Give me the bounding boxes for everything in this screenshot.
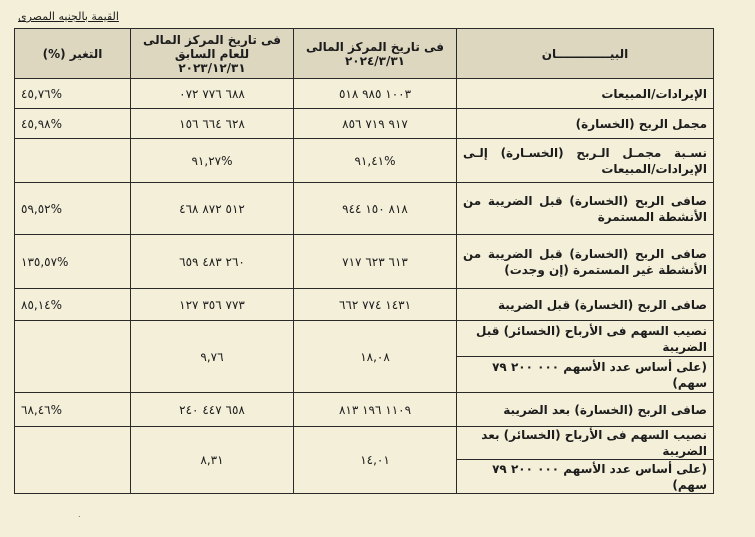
- row-change-value: %٨٥,١٤: [15, 289, 131, 321]
- row-current-value: ١٠٠٣ ٩٨٥ ٥١٨: [294, 79, 457, 109]
- row-previous-value: ٦٨٨ ٧٧٦ ٠٧٢: [131, 79, 294, 109]
- row-change-value: %١٣٥,٥٧: [15, 235, 131, 289]
- row-label: [457, 139, 714, 183]
- row-previous-value: ٦٢٨ ٦٦٤ ١٥٦: [131, 109, 294, 139]
- row-current-value: ١٤,٠١: [294, 427, 457, 494]
- table-row: [15, 183, 714, 235]
- header-previous-line-2: للعام السابق: [174, 46, 250, 61]
- row-current-value: ٨١٨ ١٥٠ ٩٤٤: [294, 183, 457, 235]
- header-previous-line-3: ٢٠٢٣/١٢/٣١: [178, 60, 246, 75]
- row-change-value: [15, 321, 131, 393]
- table-row: [15, 321, 714, 357]
- row-label: الإيرادات/المبيعات: [457, 79, 714, 109]
- header-current-line-2: ٢٠٢٤/٣/٣١: [344, 53, 406, 68]
- row-previous-value: ٨,٣١: [131, 427, 294, 494]
- row-previous-value: ٩,٧٦: [131, 321, 294, 393]
- header-previous-line-1: فى تاريخ المركز المالى: [143, 32, 281, 47]
- row-previous-value: ٦٥٨ ٤٤٧ ٢٤٠: [131, 393, 294, 427]
- unit-note: القيمة بالجنيه المصرى: [18, 10, 119, 23]
- financial-summary-table: [14, 28, 714, 494]
- row-label-line-1: صافى الربح (الخسارة) قبل الضريبة من: [463, 246, 707, 261]
- row-label: نصيب السهم فى الأرباح (الخسائر) بعد الضريبة: [457, 427, 714, 460]
- row-label-line-1: صافى الربح (الخسارة) قبل الضريبة من: [463, 193, 707, 208]
- row-change-value: %٤٥,٩٨: [15, 109, 131, 139]
- row-current-value: ١١٠٩ ١٩٦ ٨١٣: [294, 393, 457, 427]
- row-label-line-2: الأنشطة غير المستمرة (إن وجدت): [504, 262, 707, 277]
- header-previous-period: [131, 29, 294, 79]
- header-current-period: [294, 29, 457, 79]
- row-previous-value: ٢٦٠ ٤٨٣ ٦٥٩: [131, 235, 294, 289]
- row-previous-value: ٧٧٣ ٣٥٦ ١٢٧: [131, 289, 294, 321]
- row-label: صافى الربح (الخسارة) بعد الضريبة: [457, 393, 714, 427]
- row-current-value: ١٨,٠٨: [294, 321, 457, 393]
- table-row: [15, 139, 714, 183]
- row-previous-value: %٩١,٢٧: [131, 139, 294, 183]
- header-statement: البيـــــــــــــان: [457, 29, 714, 79]
- row-label: صافى الربح (الخسارة) قبل الضريبة: [457, 289, 714, 321]
- table-row: [15, 393, 714, 427]
- header-change: التغير (%): [15, 29, 131, 79]
- table-row: [15, 79, 714, 109]
- table-row: [15, 109, 714, 139]
- row-label: نصيب السهم فى الأرباح (الخسائر) قبل الضريبة: [457, 321, 714, 357]
- row-current-value: ١٤٣١ ٧٧٤ ٦٦٢: [294, 289, 457, 321]
- row-change-value: %٥٩,٥٢: [15, 183, 131, 235]
- page-mark: .: [78, 510, 81, 519]
- row-change-value: [15, 427, 131, 494]
- row-note: (على أساس عدد الأسهم ٠٠٠ ٢٠٠ ٧٩ سهم): [457, 460, 714, 494]
- row-change-value: %٦٨,٤٦: [15, 393, 131, 427]
- row-current-value: ٩١٧ ٧١٩ ٨٥٦: [294, 109, 457, 139]
- table-row: [15, 235, 714, 289]
- row-label-line-2: الأنشطة المستمرة: [597, 209, 707, 224]
- table-row: [15, 289, 714, 321]
- row-label-line-1: نسـبة مجمـل الـربح (الخسـارة) إلـى: [463, 145, 707, 160]
- row-current-value: %٩١,٤١: [294, 139, 457, 183]
- row-label: مجمل الربح (الخسارة): [457, 109, 714, 139]
- row-change-value: [15, 139, 131, 183]
- row-change-value: %٤٥,٧٦: [15, 79, 131, 109]
- table-row: [15, 427, 714, 460]
- row-previous-value: ٥١٢ ٨٧٢ ٤٦٨: [131, 183, 294, 235]
- row-label: [457, 235, 714, 289]
- header-current-line-1: فى تاريخ المركز المالى: [306, 39, 444, 54]
- row-note: (على أساس عدد الأسهم ٠٠٠ ٢٠٠ ٧٩ سهم): [457, 357, 714, 393]
- row-current-value: ٦١٣ ٦٢٣ ٧١٧: [294, 235, 457, 289]
- row-label-line-2: الإيرادات/المبيعات: [601, 161, 707, 176]
- row-label: [457, 183, 714, 235]
- table-header-row: [15, 29, 714, 79]
